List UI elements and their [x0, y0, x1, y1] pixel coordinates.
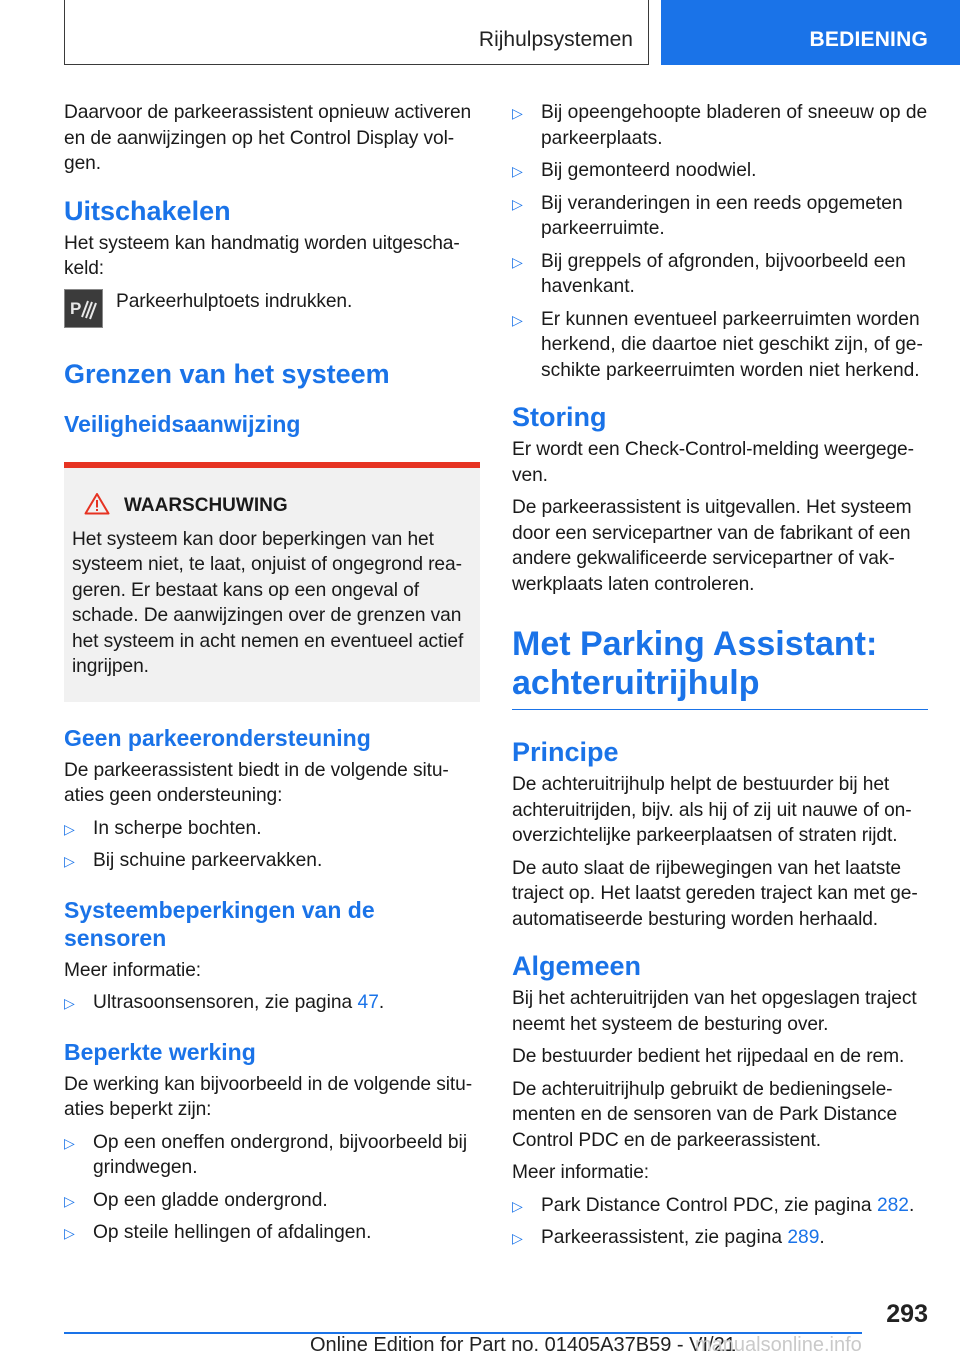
- chapter-heading-line-2: achteruitrijhulp: [512, 664, 760, 702]
- no-support-text: De parkeerassistent biedt in de volgende situaties geen ondersteuning:: [64, 759, 449, 806]
- bullet-triangle-icon: ▷: [512, 253, 523, 270]
- no-support-heading: Geen parkeerondersteuning: [64, 724, 371, 751]
- general-paragraph-3: De achteruitrijhulp gebruikt de bedieningselementen en de sensoren van de Park Distance Control PDC en de parkeerassistent.: [512, 1078, 898, 1151]
- chapter-tab-label: BEDIENING: [809, 28, 928, 51]
- footer-edition: Online Edition for Part no. 01405A37B59 - VI/21: [310, 1334, 736, 1356]
- list-item: ▷ Op een gladde ondergrond.: [64, 1188, 480, 1214]
- sensor-limits-list: [64, 990, 480, 1016]
- svg-text:P: P: [69, 299, 81, 318]
- list-item: ▷ Ultrasoonsensoren, zie pagina 47.: [64, 990, 480, 1016]
- chapter-heading: [512, 625, 928, 710]
- bullet-triangle-icon: ▷: [64, 820, 75, 837]
- parking-assist-button-icon: [64, 289, 103, 328]
- bullet-triangle-icon: ▷: [64, 1134, 75, 1151]
- switch-off-heading: Uitschakelen: [64, 195, 231, 226]
- list-item: ▷ In scherpe bochten.: [64, 816, 480, 842]
- limited-operation-list-continued: [512, 100, 928, 383]
- general-paragraph-1: Bij het achteruitrijden van het opgeslagen traject neemt het systeem de besturing over.: [512, 988, 917, 1035]
- fault-paragraph-2: De parkeerassistent is uitgevallen. Het systeem door een servicepartner van de fabrikant of een andere gekwalificeerde servicepartner of vakwerkplaats laten controleren.: [512, 497, 912, 595]
- warning-text: Het systeem kan door beperkingen van het systeem niet, te laat, onjuist of ongegrond reageren. Er bestaat kans op een ongeval of schade. De aanwijzingen over de grenzen van het systeem in acht nemen en eventueel actief ingrijpen.: [72, 528, 464, 677]
- limited-operation-list: [64, 1130, 480, 1246]
- bullet-triangle-icon: ▷: [512, 311, 523, 328]
- safety-heading: Veiligheidsaanwijzing: [64, 410, 301, 437]
- system-limits-heading: Grenzen van het systeem: [64, 358, 390, 389]
- list-item: ▷ Park Distance Control PDC, zie pagina 282.: [512, 1193, 928, 1219]
- bullet-triangle-icon: ▷: [512, 1230, 523, 1246]
- page-number: 293: [886, 1300, 928, 1328]
- general-reference-list: [512, 1193, 928, 1251]
- limited-operation-text: De werking kan bijvoorbeeld in de volgende situaties beperkt zijn:: [64, 1073, 473, 1120]
- switch-off-text: Het systeem kan handmatig worden uitgeschakeld:: [64, 232, 460, 279]
- list-item: ▷ Parkeerassistent, zie pagina 289.: [512, 1225, 928, 1251]
- footer-watermark: manualsonline.info: [695, 1334, 862, 1356]
- warning-title: [72, 492, 472, 521]
- list-item: ▷ Op een oneffen ondergrond, bijvoorbeeld bij grindwegen.: [64, 1131, 468, 1178]
- bullet-triangle-icon: ▷: [512, 1197, 523, 1214]
- switch-off-action: [64, 289, 480, 328]
- list-item: ▷ Er kunnen eventueel parkeerruimten worden herkend, die daartoe niet geschikt zijn, of geschikte parkeerruimten worden niet herkend.: [512, 308, 923, 381]
- principle-heading: Principe: [512, 737, 619, 767]
- limited-operation-heading: Beperkte werking: [64, 1038, 256, 1065]
- header-section-title: Rijhulpsystemen: [478, 28, 633, 51]
- page-link-289[interactable]: 289: [787, 1227, 820, 1248]
- fault-heading: Storing: [512, 402, 607, 432]
- header-chapter-tab: [661, 0, 960, 65]
- warning-triangle-icon: [84, 492, 110, 521]
- bullet-triangle-icon: ▷: [64, 853, 75, 869]
- chapter-heading-line-1: Met Parking Assistant:: [512, 625, 878, 663]
- principle-paragraph-2: De auto slaat de rijbewegingen van het laatste traject op. Het laatst gereden traject kan met geautomatiseerde besturing worden herhaald.: [512, 857, 918, 930]
- no-support-list: [64, 816, 480, 874]
- warning-box: [64, 462, 480, 702]
- page-link-282[interactable]: 282: [876, 1194, 909, 1216]
- list-item: ▷ Bij veranderingen in een reeds opgemeten parkeerruimte.: [512, 192, 903, 239]
- bullet-triangle-icon: ▷: [512, 195, 523, 212]
- list-item: ▷ Bij gemonteerd noodwiel.: [512, 158, 928, 184]
- general-heading: Algemeen: [512, 951, 642, 981]
- switch-off-action-text: Parkeerhulptoets indrukken.: [116, 290, 353, 312]
- page-link-47[interactable]: 47: [357, 992, 379, 1013]
- left-column: [64, 100, 480, 1253]
- list-item: ▷ Bij schuine parkeervakken.: [64, 848, 480, 874]
- bullet-triangle-icon: ▷: [512, 163, 523, 179]
- principle-paragraph-1: De achteruitrijhulp helpt de bestuurder bij het achteruitrijden, bijv. als hij of zij uit nauwe of onoverzichtelijke parkeerplaatsen of straten rijdt.: [512, 774, 912, 846]
- list-item: ▷ Bij greppels of afgronden, bijvoorbeeld een havenkant.: [512, 250, 906, 297]
- list-item: ▷ Bij opeengehoopte bladeren of sneeuw op de parkeerplaats.: [512, 102, 928, 149]
- bullet-triangle-icon: ▷: [64, 1225, 75, 1241]
- bullet-triangle-icon: ▷: [64, 995, 75, 1011]
- warning-title-text: WAARSCHUWING: [124, 495, 288, 516]
- list-item: ▷ Op steile hellingen of afdalingen.: [64, 1220, 480, 1246]
- general-paragraph-4: Meer informatie:: [512, 1162, 650, 1183]
- sensor-limits-text: Meer informatie:: [64, 959, 202, 981]
- bullet-triangle-icon: ▷: [64, 1192, 75, 1209]
- fault-paragraph-1: Er wordt een Check-Control-melding weergegeven.: [512, 439, 915, 486]
- general-paragraph-2: De bestuurder bedient het rijpedaal en de rem.: [512, 1046, 905, 1067]
- intro-paragraph: Daarvoor de parkeerassistent opnieuw activeren en de aanwijzingen op het Control Display volgen.: [64, 102, 472, 174]
- bullet-triangle-icon: ▷: [512, 105, 523, 121]
- sensor-limits-heading: Systeembeperkingen van de sensoren: [64, 896, 375, 951]
- right-column: [512, 100, 928, 1258]
